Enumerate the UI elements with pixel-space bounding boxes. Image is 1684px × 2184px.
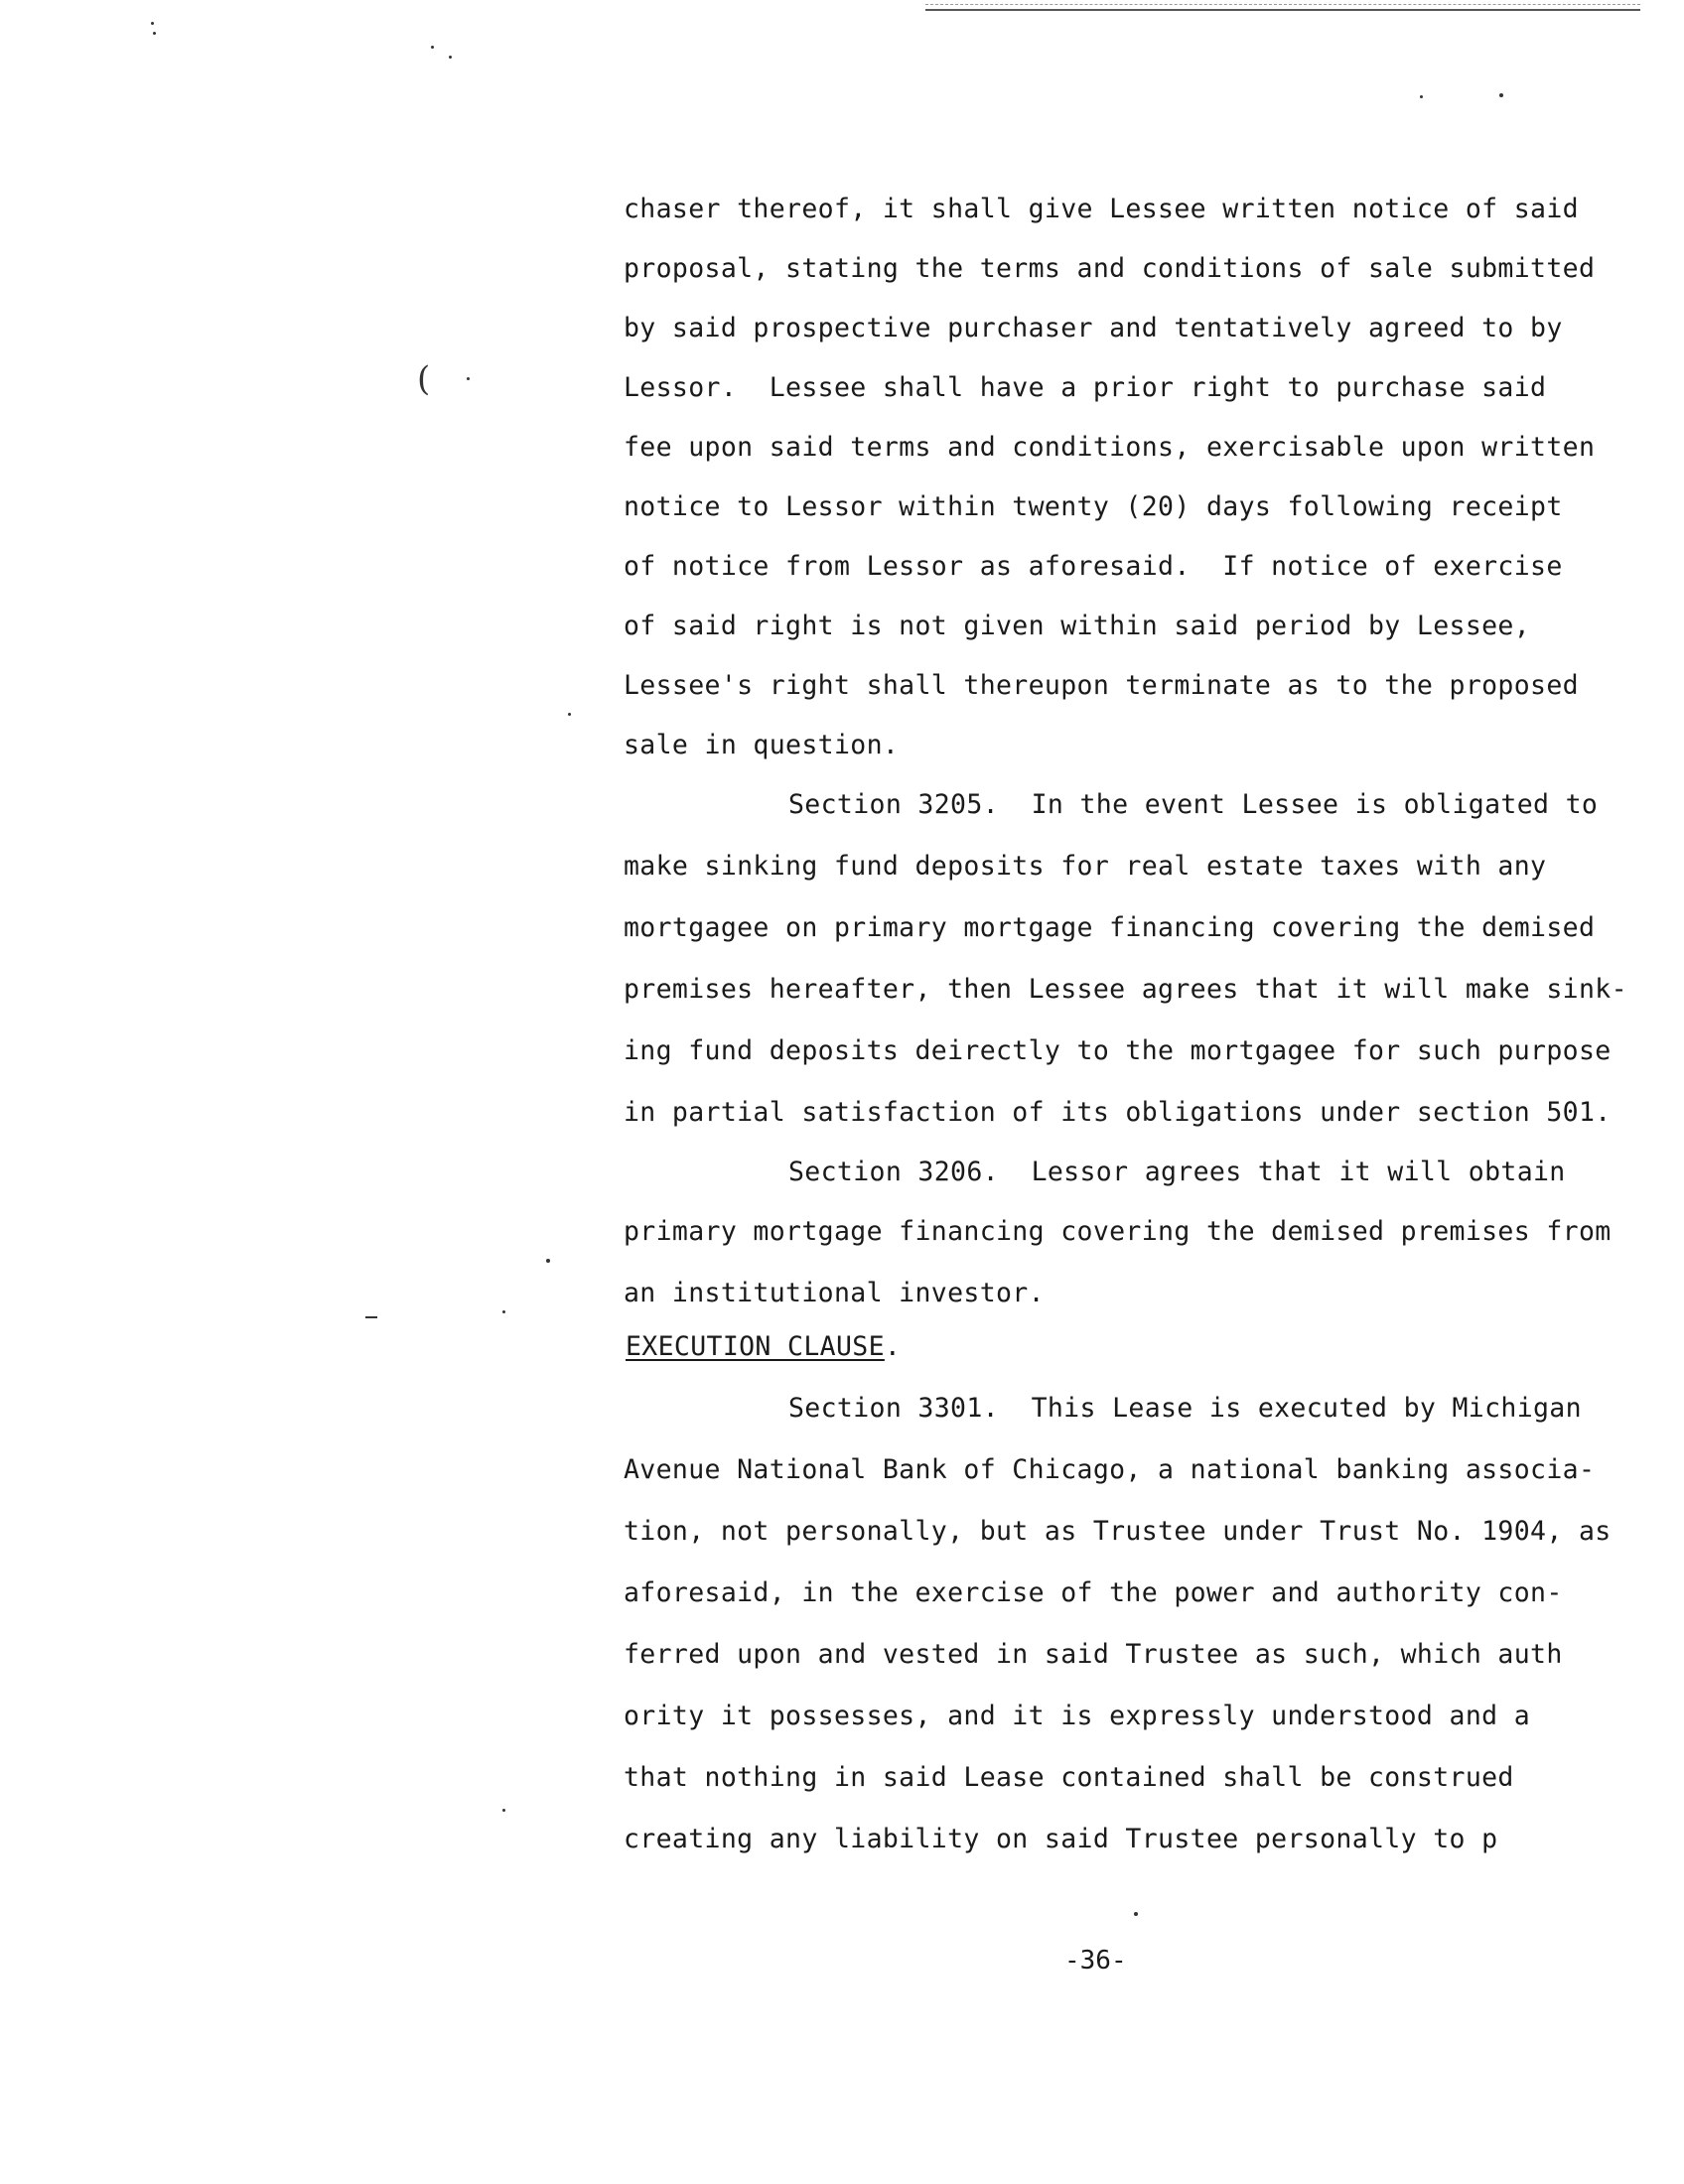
body-text-line: ing fund deposits deirectly to the mortgagee for such purpose [624,1035,1612,1066]
body-text-line: of said right is not given within said period by Lessee, [624,611,1531,641]
scan-speck [568,713,571,716]
top-scan-rule-thin [925,4,1640,5]
body-text-line: Avenue National Bank of Chicago, a national banking associa- [624,1454,1596,1485]
body-text-line: sale in question. [624,730,900,760]
body-text-line: Lessor. Lessee shall have a prior right to purchase said [624,372,1547,403]
execution-clause-heading-punct: . [884,1331,902,1362]
scan-speck [153,32,156,35]
body-text-line: an institutional investor. [624,1278,1045,1308]
body-text-line: fee upon said terms and conditions, exercisable upon written [624,432,1596,463]
body-text-line: that nothing in said Lease contained shall be construed [624,1762,1514,1793]
body-text-line: ferred upon and vested in said Trustee as such, which auth [624,1639,1563,1670]
execution-clause-heading-title: EXECUTION CLAUSE [626,1331,885,1362]
body-text-line: aforesaid, in the exercise of the power and authority con- [624,1577,1563,1608]
scan-speck [546,1259,550,1263]
body-text-line: primary mortgage financing covering the demised premises from [624,1216,1612,1247]
scan-bracket-mark: ( [417,359,431,399]
section-3301-first-line: Section 3301. This Lease is executed by Michigan [788,1393,1582,1424]
execution-clause-heading [626,1332,901,1362]
scan-speck [151,22,154,25]
body-text-line: creating any liability on said Trustee personally to p [624,1824,1498,1854]
top-scan-rule [925,9,1640,11]
scan-speck [467,377,470,380]
scan-speck [502,1809,505,1812]
body-text-line: by said prospective purchaser and tentatively agreed to by [624,313,1563,343]
scan-speck [365,1316,377,1318]
scan-speck [431,46,434,49]
section-3206-first-line: Section 3206. Lessor agrees that it will obtain [788,1157,1566,1187]
scan-speck [502,1310,505,1313]
page-number: -36- [1064,1946,1127,1976]
body-text-line: in partial satisfaction of its obligations under section 501. [624,1097,1612,1128]
body-text-line: ority it possesses, and it is expressly understood and a [624,1701,1531,1731]
scan-speck [1499,93,1503,97]
scan-speck [1134,1912,1138,1916]
body-text-line: make sinking fund deposits for real estate taxes with any [624,851,1547,882]
section-3205-first-line: Section 3205. In the event Lessee is obligated to [788,789,1599,820]
body-text-line: of notice from Lessor as aforesaid. If notice of exercise [624,551,1563,582]
body-text-line: Lessee's right shall thereupon terminate as to the proposed [624,670,1579,701]
scan-speck [1420,95,1423,98]
body-text-line: premises hereafter, then Lessee agrees that it will make sink- [624,974,1627,1005]
body-text-line: mortgagee on primary mortgage financing covering the demised [624,912,1596,943]
body-text-line: notice to Lessor within twenty (20) days following receipt [624,491,1563,522]
body-text-line: proposal, stating the terms and conditions of sale submitted [624,253,1596,284]
body-text-line: tion, not personally, but as Trustee under Trust No. 1904, as [624,1516,1612,1547]
body-text-line: chaser thereof, it shall give Lessee written notice of said [624,194,1579,224]
scan-speck [449,56,452,59]
